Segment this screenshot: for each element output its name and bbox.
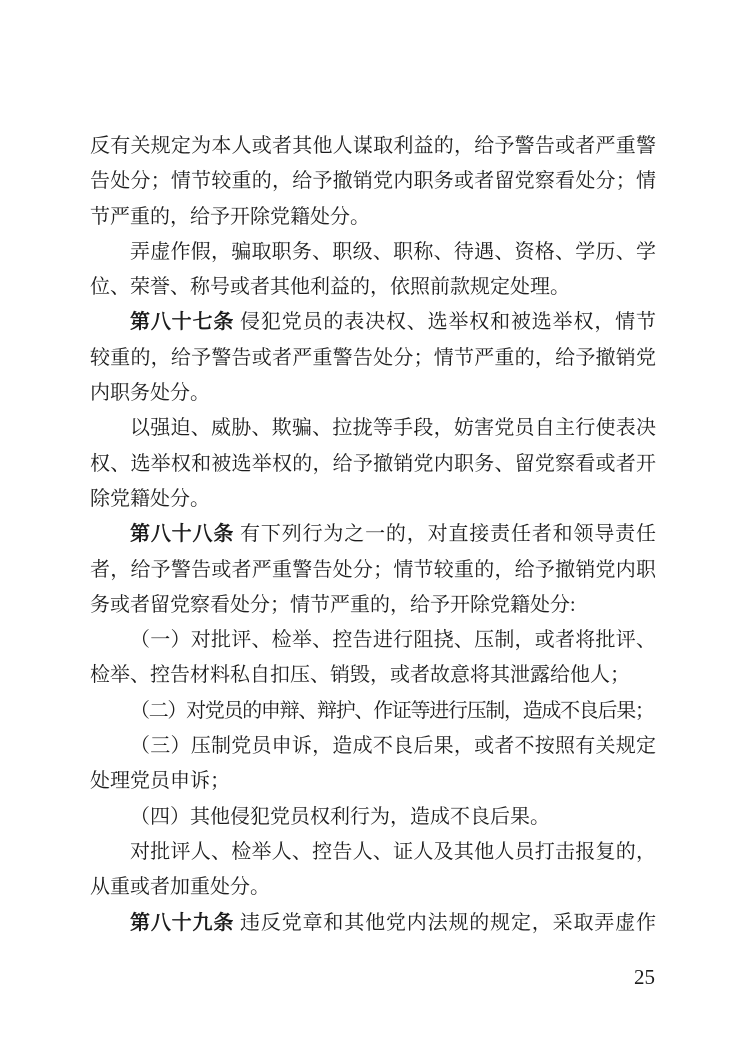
text-line-20: （四）其他侵犯党员权利行为，造成不良后果。 xyxy=(130,805,550,828)
article-number: 第八十八条 xyxy=(130,523,235,546)
text-line-22: 从重或者加重处分。 xyxy=(90,876,270,899)
text-line-2: 告处分；情节较重的，给予撤销党内职务或者留党察看处分；情 xyxy=(90,170,656,193)
text-line-4: 弄虚作假，骗取职务、职级、职称、待遇、资格、学历、学 xyxy=(130,240,656,263)
text-line-13: 者，给予警告或者严重警告处分；情节较重的，给予撤销党内职 xyxy=(90,558,656,581)
text-line-7: 较重的，给予警告或者严重警告处分；情节严重的，给予撤销党 xyxy=(90,346,656,369)
document-body xyxy=(90,129,656,941)
text-line-12: 第八十八条 有下列行为之一的，对直接责任者和领导责任 xyxy=(130,523,657,546)
text-line-18: （三）压制党员申诉，造成不良后果，或者不按照有关规定 xyxy=(130,735,656,758)
text-line-9: 以强迫、威胁、欺骗、拉拢等手段，妨害党员自主行使表决 xyxy=(130,417,656,440)
text-line-10: 权、选举权和被选举权的，给予撤销党内职务、留党察看或者开 xyxy=(90,452,656,475)
text-line-15: （一）对批评、检举、控告进行阻挠、压制，或者将批评、 xyxy=(130,629,656,652)
text-line-6: 第八十七条 侵犯党员的表决权、选举权和被选举权，情节 xyxy=(130,311,657,334)
text-line-8: 内职务处分。 xyxy=(90,382,210,405)
text-line-3: 节严重的，给予开除党籍处分。 xyxy=(90,205,370,228)
text-line-14: 务或者留党察看处分；情节严重的，给予开除党籍处分: xyxy=(90,593,576,616)
text-line-1: 反有关规定为本人或者其他人谋取利益的，给予警告或者严重警 xyxy=(90,135,656,157)
text-line-16: 检举、控告材料私自扣压、销毁，或者故意将其泄露给他人； xyxy=(90,664,630,687)
page-number: 25 xyxy=(634,965,655,989)
text-line-17: （二）对党员的申辩、辩护、作证等进行压制，造成不良后果； xyxy=(130,699,654,722)
text-line-21: 对批评人、检举人、控告人、证人及其他人员打击报复的， xyxy=(130,840,656,863)
text-line-23: 第八十九条 违反党章和其他党内法规的规定，采取弄虚作 xyxy=(130,911,657,934)
article-number: 第八十七条 xyxy=(130,311,235,334)
text-line-5: 位、荣誉、称号或者其他利益的，依照前款规定处理。 xyxy=(90,276,570,299)
article-number: 第八十九条 xyxy=(130,911,235,934)
text-line-11: 除党籍处分。 xyxy=(90,487,210,510)
text-line-19: 处理党员申诉； xyxy=(90,770,230,793)
